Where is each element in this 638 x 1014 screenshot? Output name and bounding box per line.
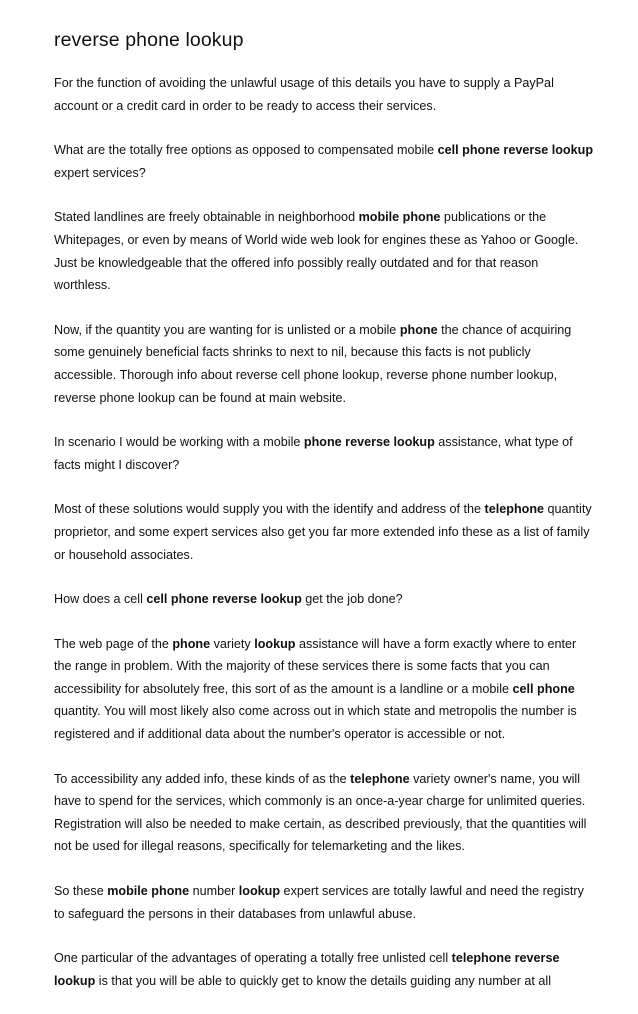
text-run: the chance of acquiring some genuinely beneficial facts shrinks to next to nil, because this facts is not publicly accessible. Thorough info about reverse cell phone lookup, reverse phone number lookup, reverse phone lookup can be found at main website. xyxy=(54,322,572,405)
bold-keyword: cell phone xyxy=(512,681,575,696)
text-run: number xyxy=(189,884,239,899)
text-run: get the job done? xyxy=(301,592,403,607)
text-run: assistance will have a form exactly where to enter the range in problem. With the majority of these services there is some facts that you can accessibility for absolutely free, this sort of as the amount is a landline or a mobile xyxy=(54,636,577,696)
bold-keyword: lookup xyxy=(254,636,296,651)
bold-keyword: telephone xyxy=(350,771,410,786)
bold-keyword: cell phone reverse lookup xyxy=(437,143,594,158)
text-run: Most of these solutions would supply you with the identify and address of the xyxy=(54,502,485,517)
text-run: variety owner's name, you will have to spend for the services, which commonly is an once-a-year charge for unlimited queries. Registration will also be needed to make certain, as described previously, that the quantities will not be used for illegal reasons, specifically for telemarketing and the likes. xyxy=(54,771,587,854)
paragraph xyxy=(54,588,594,611)
text-run: publications or the Whitepages, or even by means of World wide web look for engines these as Yahoo or Google. Just be knowledgeable that the offered info possibly really outdated and for that reason worthless. xyxy=(54,210,579,293)
bold-keyword: telephone xyxy=(484,502,545,517)
bold-keyword: mobile phone xyxy=(358,210,441,225)
bold-keyword: phone reverse lookup xyxy=(303,435,435,450)
paragraph xyxy=(54,633,594,746)
paragraph xyxy=(54,72,594,117)
paragraph xyxy=(54,431,594,476)
document-page xyxy=(54,28,594,1014)
paragraph xyxy=(54,319,594,409)
bold-keyword: mobile phone xyxy=(107,884,190,899)
text-run: expert services are totally lawful and need the registry to safeguard the persons in their databases from unlawful abuse. xyxy=(54,884,584,921)
paragraph xyxy=(54,139,594,184)
text-run: Stated landlines are freely obtainable in neighborhood xyxy=(54,210,359,225)
text-run: For the function of avoiding the unlawful usage of this details you have to supply a PayPal account or a credit card in order to be ready to access their services. xyxy=(54,76,554,113)
bold-keyword: phone xyxy=(172,636,211,651)
text-run: expert services? xyxy=(54,165,146,180)
text-run: What are the totally free options as opposed to compensated mobile xyxy=(54,143,438,158)
text-run: How does a cell xyxy=(54,592,147,607)
text-run: variety xyxy=(210,636,255,651)
text-run: In scenario I would be working with a mobile xyxy=(54,435,304,450)
bold-keyword: telephone reverse lookup xyxy=(54,951,560,988)
document-body xyxy=(54,72,594,992)
document-title: reverse phone lookup xyxy=(54,29,244,51)
text-run: assistance, what type of facts might I discover? xyxy=(54,435,573,472)
bold-keyword: cell phone reverse lookup xyxy=(146,592,302,607)
text-run: So these xyxy=(54,884,108,899)
bold-keyword: lookup xyxy=(238,884,281,899)
paragraph xyxy=(54,768,594,858)
text-run: One particular of the advantages of operating a totally free unlisted cell xyxy=(54,951,452,966)
paragraph xyxy=(54,206,594,296)
text-run: To accessibility any added info, these kinds of as the xyxy=(54,771,351,786)
text-run: quantity. You will most likely also come across out in which state and metropolis the number is registered and if additional data about the number's operator is accessible or not. xyxy=(54,704,577,742)
text-run: is that you will be able to quickly get to know the details guiding any number at all xyxy=(95,973,552,988)
text-run: quantity proprietor, and some expert services also get you far more extended info these as a list of family or household associates. xyxy=(54,502,592,562)
text-run: Now, if the quantity you are wanting for is unlisted or a mobile xyxy=(54,322,400,337)
paragraph xyxy=(54,947,594,992)
paragraph xyxy=(54,498,594,566)
bold-keyword: phone xyxy=(399,322,438,337)
text-run: The web page of the xyxy=(54,636,173,651)
